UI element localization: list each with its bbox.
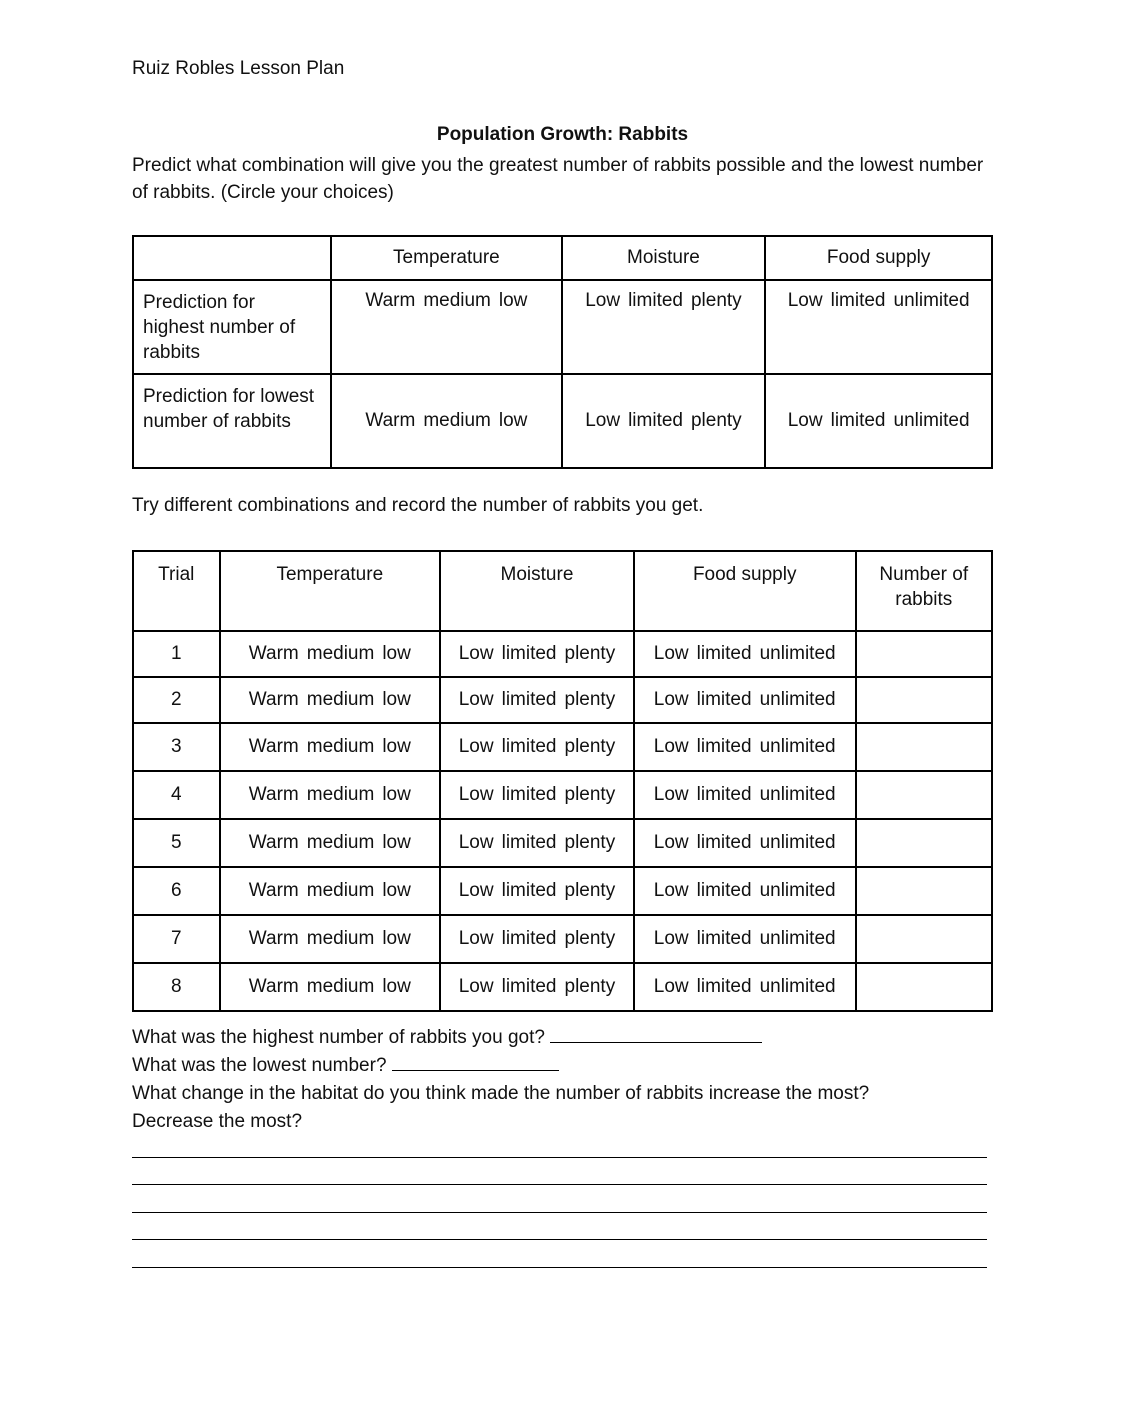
trial-number: 1 — [133, 631, 220, 677]
option-plenty[interactable]: plenty — [564, 880, 616, 901]
moisture-options[interactable] — [562, 280, 766, 374]
option-low[interactable]: Low — [458, 880, 494, 901]
option-plenty[interactable]: plenty — [564, 736, 616, 757]
temperature-options[interactable] — [220, 677, 441, 723]
temperature-options[interactable] — [220, 819, 441, 867]
option-medium[interactable]: medium — [306, 976, 375, 997]
option-limited[interactable]: limited — [501, 976, 557, 997]
document-header: Ruiz Robles Lesson Plan — [132, 58, 345, 79]
question-highest-text: What was the highest number of rabbits you got? — [132, 1027, 545, 1048]
trials-header-trial: Trial — [133, 551, 220, 631]
food-supply-options[interactable] — [634, 963, 856, 1011]
option-low[interactable]: low — [382, 736, 411, 757]
trial-number: 8 — [133, 963, 220, 1011]
questions-section — [132, 1024, 992, 1136]
option-low[interactable]: Low — [458, 736, 494, 757]
option-unlimited[interactable]: unlimited — [759, 643, 836, 664]
moisture-options[interactable] — [440, 915, 634, 963]
option-low[interactable]: low — [382, 689, 411, 710]
option-plenty[interactable]: plenty — [564, 928, 616, 949]
option-low[interactable]: Low — [458, 928, 494, 949]
food-supply-options[interactable] — [765, 280, 992, 374]
option-plenty[interactable]: plenty — [564, 784, 616, 805]
trials-header-row — [133, 551, 992, 631]
option-low[interactable]: low — [382, 784, 411, 805]
option-limited[interactable]: limited — [696, 643, 752, 664]
option-medium[interactable]: medium — [306, 689, 375, 710]
option-unlimited[interactable]: unlimited — [893, 410, 970, 431]
prediction-row-label: Prediction for lowest number of rabbits — [133, 374, 331, 468]
option-limited[interactable]: limited — [501, 880, 557, 901]
option-plenty[interactable]: plenty — [690, 410, 742, 431]
option-plenty[interactable]: plenty — [564, 643, 616, 664]
moisture-options[interactable] — [440, 723, 634, 771]
option-low[interactable]: Low — [458, 689, 494, 710]
option-low[interactable]: Low — [653, 928, 689, 949]
option-unlimited[interactable]: unlimited — [759, 880, 836, 901]
option-warm[interactable]: Warm — [365, 410, 416, 431]
option-plenty[interactable]: plenty — [564, 832, 616, 853]
option-limited[interactable]: limited — [696, 928, 752, 949]
option-low[interactable]: Low — [458, 832, 494, 853]
option-unlimited[interactable]: unlimited — [759, 976, 836, 997]
trial-row — [133, 915, 992, 963]
trials-header-food-supply: Food supply — [634, 551, 856, 631]
prediction-header-food-supply: Food supply — [765, 236, 992, 280]
trial-row — [133, 819, 992, 867]
option-limited[interactable]: limited — [830, 410, 886, 431]
option-limited[interactable]: limited — [501, 736, 557, 757]
food-supply-options[interactable] — [765, 374, 992, 468]
option-low[interactable]: Low — [653, 784, 689, 805]
option-unlimited[interactable]: unlimited — [759, 736, 836, 757]
temperature-options[interactable] — [331, 374, 561, 468]
food-supply-options[interactable] — [634, 723, 856, 771]
option-low[interactable]: Low — [458, 784, 494, 805]
option-limited[interactable]: limited — [696, 976, 752, 997]
trials-body — [133, 631, 992, 1011]
question-highest — [132, 1024, 992, 1052]
option-medium[interactable]: medium — [306, 643, 375, 664]
moisture-options[interactable] — [440, 771, 634, 819]
option-warm[interactable]: Warm — [365, 290, 416, 311]
answer-line[interactable] — [132, 1184, 987, 1185]
trial-row — [133, 771, 992, 819]
option-low[interactable]: Low — [653, 643, 689, 664]
prediction-header-row — [133, 236, 992, 280]
temperature-options[interactable] — [220, 915, 441, 963]
food-supply-options[interactable] — [634, 867, 856, 915]
prediction-row-label: Prediction for highest number of rabbits — [133, 280, 331, 374]
food-supply-options[interactable] — [634, 915, 856, 963]
option-warm[interactable]: Warm — [248, 736, 299, 757]
food-supply-options[interactable] — [634, 771, 856, 819]
option-low[interactable]: low — [498, 410, 528, 431]
trials-header-moisture: Moisture — [440, 551, 634, 631]
option-low[interactable]: Low — [653, 689, 689, 710]
trial-number: 3 — [133, 723, 220, 771]
trial-number: 6 — [133, 867, 220, 915]
option-medium[interactable]: medium — [306, 832, 375, 853]
question-decrease: Decrease the most? — [132, 1111, 303, 1132]
number-of-rabbits-cell[interactable] — [856, 677, 992, 723]
option-low[interactable]: Low — [458, 976, 494, 997]
trial-number: 4 — [133, 771, 220, 819]
option-low[interactable]: low — [498, 290, 528, 311]
prediction-table — [132, 235, 993, 469]
option-limited[interactable]: limited — [501, 928, 557, 949]
option-low[interactable]: low — [382, 643, 411, 664]
option-limited[interactable]: limited — [501, 689, 557, 710]
question-lowest-text: What was the lowest number? — [132, 1055, 387, 1076]
option-unlimited[interactable]: unlimited — [759, 784, 836, 805]
trial-row — [133, 867, 992, 915]
number-of-rabbits-cell[interactable] — [856, 819, 992, 867]
number-of-rabbits-cell[interactable] — [856, 867, 992, 915]
number-of-rabbits-cell[interactable] — [856, 771, 992, 819]
option-low[interactable]: Low — [787, 290, 823, 311]
option-warm[interactable]: Warm — [248, 880, 299, 901]
prediction-header-temperature: Temperature — [331, 236, 561, 280]
option-low[interactable]: Low — [653, 880, 689, 901]
trials-header-number-of-rabbits: Number of rabbits — [856, 551, 992, 631]
option-unlimited[interactable]: unlimited — [759, 689, 836, 710]
option-low[interactable]: Low — [585, 410, 621, 431]
temperature-options[interactable] — [220, 723, 441, 771]
temperature-options[interactable] — [220, 771, 441, 819]
option-low[interactable]: Low — [653, 736, 689, 757]
option-warm[interactable]: Warm — [248, 643, 299, 664]
option-low[interactable]: Low — [585, 290, 621, 311]
number-of-rabbits-cell[interactable] — [856, 723, 992, 771]
number-of-rabbits-cell[interactable] — [856, 915, 992, 963]
option-plenty[interactable]: plenty — [564, 976, 616, 997]
option-limited[interactable]: limited — [501, 784, 557, 805]
option-limited[interactable]: limited — [628, 410, 683, 431]
number-of-rabbits-cell[interactable] — [856, 631, 992, 677]
moisture-options[interactable] — [440, 631, 634, 677]
answer-line[interactable] — [132, 1157, 987, 1158]
trial-number: 7 — [133, 915, 220, 963]
temperature-options[interactable] — [331, 280, 561, 374]
option-warm[interactable]: Warm — [248, 928, 299, 949]
option-low[interactable]: Low — [653, 832, 689, 853]
temperature-options[interactable] — [220, 867, 441, 915]
answer-line[interactable] — [132, 1239, 987, 1240]
option-warm[interactable]: Warm — [248, 689, 299, 710]
temperature-options[interactable] — [220, 631, 441, 677]
option-limited[interactable]: limited — [501, 643, 557, 664]
moisture-options[interactable] — [440, 677, 634, 723]
option-medium[interactable]: medium — [423, 290, 491, 311]
intro-instructions: Predict what combination will give you the greatest number of rabbits possible and the lowest number of rabbits. (Circle your choices) — [132, 155, 984, 203]
option-warm[interactable]: Warm — [248, 784, 299, 805]
food-supply-options[interactable] — [634, 819, 856, 867]
worksheet-title: Population Growth: Rabbits — [436, 124, 689, 145]
option-plenty[interactable]: plenty — [690, 290, 742, 311]
food-supply-options[interactable] — [634, 631, 856, 677]
option-low[interactable]: low — [382, 880, 411, 901]
option-limited[interactable]: limited — [628, 290, 683, 311]
question-increase: What change in the habitat do you think made the number of rabbits increase the most? — [132, 1083, 870, 1104]
moisture-options[interactable] — [440, 867, 634, 915]
prediction-row-highest — [133, 280, 992, 374]
option-medium[interactable]: medium — [306, 880, 375, 901]
prediction-row-lowest — [133, 374, 992, 468]
answer-line[interactable] — [132, 1212, 987, 1213]
number-of-rabbits-cell[interactable] — [856, 963, 992, 1011]
option-low[interactable]: low — [382, 976, 411, 997]
option-plenty[interactable]: plenty — [564, 689, 616, 710]
trial-row — [133, 963, 992, 1011]
try-combinations-instructions: Try different combinations and record the number of rabbits you get. — [132, 495, 704, 516]
option-warm[interactable]: Warm — [248, 832, 299, 853]
option-warm[interactable]: Warm — [248, 976, 299, 997]
option-medium[interactable]: medium — [306, 784, 375, 805]
option-low[interactable]: Low — [458, 643, 494, 664]
temperature-options[interactable] — [220, 963, 441, 1011]
option-limited[interactable]: limited — [696, 880, 752, 901]
trial-row — [133, 631, 992, 677]
option-medium[interactable]: medium — [423, 410, 491, 431]
trial-number: 2 — [133, 677, 220, 723]
prediction-header-empty — [133, 236, 331, 280]
trial-number: 5 — [133, 819, 220, 867]
option-limited[interactable]: limited — [696, 832, 752, 853]
option-limited[interactable]: limited — [696, 689, 752, 710]
option-low[interactable]: Low — [653, 976, 689, 997]
trial-row — [133, 723, 992, 771]
moisture-options[interactable] — [440, 819, 634, 867]
trial-row — [133, 677, 992, 723]
trials-header-temperature: Temperature — [220, 551, 441, 631]
option-low[interactable]: Low — [787, 410, 823, 431]
option-limited[interactable]: limited — [696, 784, 752, 805]
answer-blank-lowest[interactable] — [392, 1052, 559, 1071]
answer-line[interactable] — [132, 1267, 987, 1268]
option-low[interactable]: low — [382, 928, 411, 949]
question-lowest — [132, 1052, 992, 1080]
option-medium[interactable]: medium — [306, 928, 375, 949]
option-unlimited[interactable]: unlimited — [759, 832, 836, 853]
moisture-options[interactable] — [562, 374, 766, 468]
prediction-header-moisture: Moisture — [562, 236, 766, 280]
option-unlimited[interactable]: unlimited — [759, 928, 836, 949]
moisture-options[interactable] — [440, 963, 634, 1011]
answer-blank-highest[interactable] — [550, 1024, 762, 1043]
food-supply-options[interactable] — [634, 677, 856, 723]
option-medium[interactable]: medium — [306, 736, 375, 757]
option-limited[interactable]: limited — [501, 832, 557, 853]
option-limited[interactable]: limited — [830, 290, 886, 311]
option-low[interactable]: low — [382, 832, 411, 853]
option-unlimited[interactable]: unlimited — [893, 290, 970, 311]
trials-table — [132, 550, 993, 1012]
option-limited[interactable]: limited — [696, 736, 752, 757]
